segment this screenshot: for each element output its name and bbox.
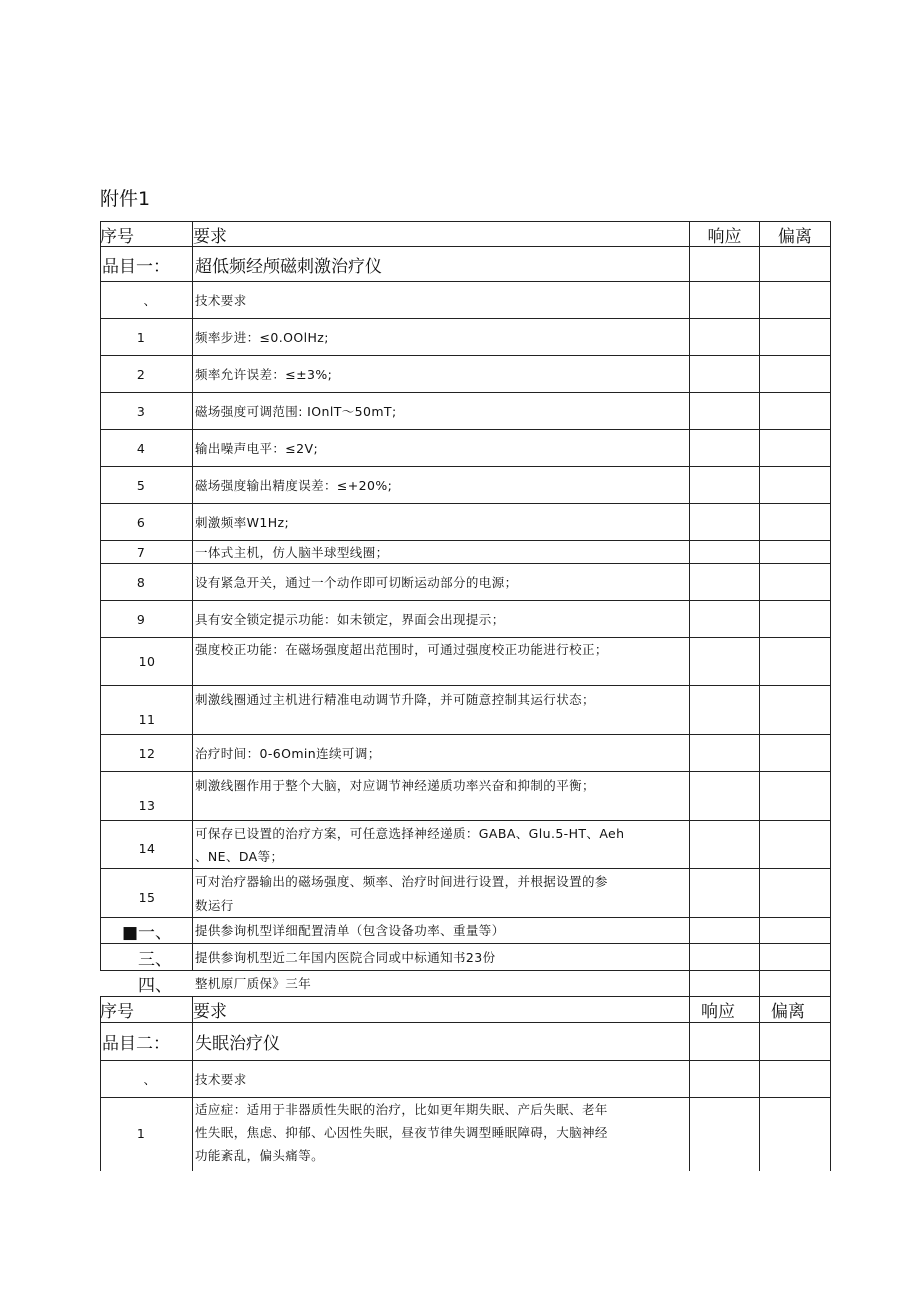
spec-text: 治疗时间：0-6Omin连续可调； (195, 745, 381, 761)
spec-seq: 8 (136, 574, 146, 590)
spec-text: 一体式主机，仿人脑半球型线圈； (195, 544, 389, 560)
spec-text: 刺激线圈通过主机进行精准电动调节升降，并可随意控制其运行状态； (195, 692, 595, 707)
spec-seq: 11 (138, 711, 156, 727)
item-1-name: 超低频经颅磁刺激治疗仪 (195, 256, 382, 277)
spec-text-line1: 可对治疗器输出的磁场强度、频率、治疗时间进行设置，并根据设置的参 (195, 873, 608, 889)
spec-seq: 10 (138, 654, 156, 669)
spec-text: 刺激线圈作用于整个大脑，对应调节神经递质功率兴奋和抑制的平衡； (195, 778, 595, 793)
spec-seq: 4 (136, 440, 146, 456)
spec-text: 强度校正功能：在磁场强度超出范围时，可通过强度校正功能进行校正； (195, 642, 608, 657)
spec-text: 磁场强度可调范围: IOnlT〜50mT; (195, 403, 397, 419)
header-response: 响应 (701, 1001, 735, 1022)
spec-text-line1: 可保存已设置的治疗方案，可任意选择神经递质：GABA、Glu.5-HT、Aeh (195, 825, 625, 841)
spec-text: 磁场强度输出精度误差：≤+20%; (195, 477, 393, 493)
spec-seq: 2 (136, 366, 146, 382)
spec-seq: 7 (136, 544, 146, 560)
spec-seq: 9 (136, 611, 146, 627)
extra-text: 提供参询机型近二年国内医院合同或中标通知书23份 (195, 949, 496, 965)
spec-seq: 5 (136, 477, 146, 493)
extra-seq: ■一、 (121, 923, 173, 943)
attachment-title: 附件1 (100, 188, 151, 210)
tech-section-label: 技术要求 (195, 1071, 247, 1087)
spec-seq: 13 (138, 797, 156, 813)
spec-text: 输出噪声电平：≤2V; (195, 440, 319, 456)
tech-section-label: 技术要求 (195, 292, 247, 308)
spec-seq: 1 (136, 329, 146, 345)
header-deviation: 偏离 (778, 226, 812, 247)
item-1-label: 品目一： (102, 256, 170, 277)
spec-seq: 14 (138, 841, 156, 856)
tech-section-marker: 、 (143, 292, 157, 308)
spec-text: 频率允许误差：≤±3%; (195, 366, 333, 382)
spec-text-line2: 数运行 (195, 897, 234, 913)
spec-seq: 6 (136, 514, 146, 530)
spec-text-line1: 适应症：适用于非器质性失眠的治疗，比如更年期失眠、产后失眠、老年 (195, 1102, 608, 1117)
header-seq: 序号 (100, 226, 134, 247)
header-response: 响应 (707, 226, 742, 247)
extra-seq: 三、 (138, 949, 172, 970)
spec-text-line2: 、NE、DA等； (195, 849, 284, 864)
spec-text: 具有安全锁定提示功能：如未锁定，界面会出现提示； (195, 611, 505, 627)
header-seq: 序号 (100, 1001, 134, 1022)
item-2-label: 品目二： (102, 1034, 170, 1054)
header-deviation: 偏离 (771, 1001, 805, 1022)
spec-text: 设有紧急开关，通过一个动作即可切断运动部分的电源； (195, 574, 518, 590)
tech-section-marker: 、 (143, 1071, 157, 1087)
extra-text: 提供参询机型详细配置清单（包含设备功率、重量等） (195, 923, 505, 938)
spec-seq: 15 (138, 889, 156, 905)
spec-text: 频率步进：≤0.OOlHz; (195, 329, 329, 345)
header-requirement: 要求 (193, 226, 227, 247)
spec-text-line2: 性失眠，焦虑、抑郁、心因性失眠，昼夜节律失调型睡眠障碍，大脑神经 (195, 1125, 608, 1140)
extra-text: 整机原厂质保》三年 (195, 976, 312, 991)
spec-text: 刺激频率W1Hz; (195, 514, 290, 530)
spec-seq: 1 (136, 1125, 146, 1141)
header-requirement: 要求 (193, 1001, 227, 1022)
extra-seq: 四、 (138, 976, 172, 996)
spec-text-line3: 功能紊乱，偏头痛等。 (195, 1148, 325, 1163)
spec-seq: 12 (138, 745, 156, 761)
item-2-name: 失眠治疗仪 (195, 1034, 280, 1054)
spec-seq: 3 (136, 403, 146, 419)
